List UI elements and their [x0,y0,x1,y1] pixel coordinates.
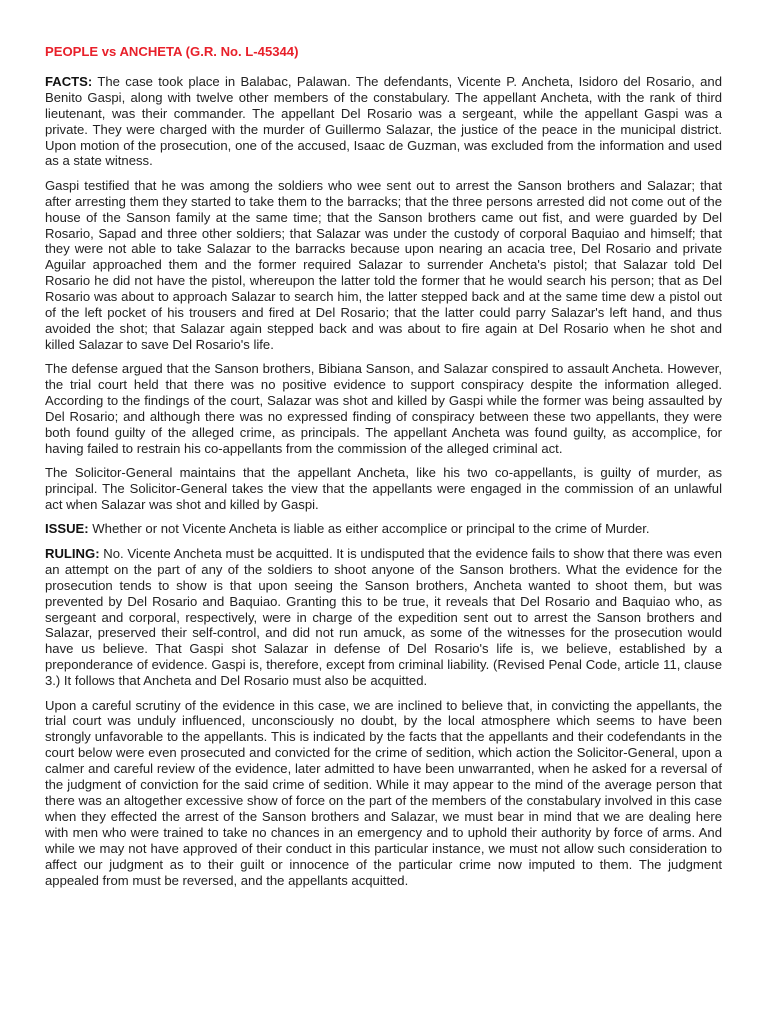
facts-label: FACTS: [45,73,93,89]
ruling-text: No. Vicente Ancheta must be acquitted. It is undisputed that the evidence fails to show that there was even an attempt on the part of any of the soldiers to shoot anyone of the Sanson brothers. What the evidence for the prosecution tends to show is that upon seeing the Sanson brothers, Ancheta wanted to shoot them, but was prevented by Del Rosario and Baquiao. Granting this to be true, it reveals that Del Rosario and Baquiao who, as sergeant and corporal, respectively, were in charge of the expedition sent out to arrest the Sanson brothers and Salazar, preserved their self-control, and did not run amuck, as some of the witnesses for the prosecution would have us believe. That Gaspi shot Salazar in defense of Del Rosario's life is, we believe, established by a preponderance of evidence. Gaspi is, therefore, except from criminal liability. (Revised Penal Code, article 11, clause 3.) It follows that Ancheta and Del Rosario must also be acquitted. [45,545,722,689]
document-page [45,44,722,897]
issue-text: Whether or not Vicente Ancheta is liable as either accomplice or principal to the crime of Murder. [92,521,650,537]
closing-paragraph: Upon a careful scrutiny of the evidence in this case, we are inclined to believe that, in convicting the appellants, the trial court was unduly influenced, unconsciously no doubt, by the local atmosphere which seems to have been strongly unfavorable to the appellants. This is indicated by the facts that the appellants and their codefendants in the court below were even prosecuted and convicted for the crime of sedition, which action the Solicitor-General, upon a calmer and careful review of the evidence, later admitted to have been unwarranted, when he asked for a reversal of the judgment of conviction for the said crime of sedition. While it may appear to the mind of the average person that there was an altogether excessive show of force on the part of the members of the constabulary involved in this case when they effected the arrest of the Sanson brothers and Salazar, we must bear in mind that we are dealing here with men who were trained to take no chances in an emergency and to uphold their authority by force of arms. And while we may not have approved of their conduct in this particular instance, we must not allow such consideration to affect our judgment as to their guilt or innocence of the particular crime now imputed to them. The judgment appealed from must be reversed, and the appellants acquitted. [45,697,722,888]
case-title: PEOPLE vs ANCHETA (G.R. No. L-45344) [45,44,299,59]
facts-text: The case took place in Balabac, Palawan. The defendants, Vicente P. Ancheta, Isidoro del Rosario, and Benito Gaspi, along with twelve other members of the constabulary. The appellant Ancheta, with the rank of third lieutenant, was their commander. The appellant Del Rosario was a sergeant, while the appellant Gaspi was a private. They were charged with the murder of Guillermo Salazar, the justice of the peace in the municipal district. Upon motion of the prosecution, one of the accused, Isaac de Guzman, was excluded from the information and used as a state witness. [45,73,722,169]
ruling-paragraph [45,546,722,689]
issue-label: ISSUE: [45,521,89,537]
issue-paragraph [45,521,722,537]
testimony-paragraph: Gaspi testified that he was among the soldiers who wee sent out to arrest the Sanson brothers and Salazar; that after arresting them they started to take them to the barracks; that the three persons arrested did not come out of the house of the Sanson family at the same time; that the Sanson brothers came out fist, and were guarded by Del Rosario, Sapad and three other soldiers; that Salazar was under the custody of corporal Baquiao and himself; that they were not able to take Salazar to the barracks because upon nearing an acacia tree, Del Rosario and private Aguilar approached them and the former required Salazar to surrender Ancheta's pistol; that Salazar told Del Rosario he did not have the pistol, whereupon the latter told the former that he would search his person; that as Del Rosario was about to approach Salazar to search him, the latter stepped back and at the same time dew a pistol out of the left pocket of his trousers and fired at Del Rosario; that the latter could parry Salazar's left hand, and thus avoided the shot; that Salazar again stepped back and was about to fire again at Del Rosario when he shot and killed Salazar to save Del Rosario's life. [45,177,722,352]
defense-paragraph: The defense argued that the Sanson brothers, Bibiana Sanson, and Salazar conspired to assault Ancheta. However, the trial court held that there was no positive evidence to support conspiracy despite the information alleged. According to the findings of the court, Salazar was shot and killed by Gaspi while the former was being assaulted by Del Rosario; and although there was no expressed finding of conspiracy between these two appellants, they were both found guilty of the alleged crime, as principals. The appellant Ancheta was found guilty, as accomplice, for having failed to restrain his co-appellants from the commission of the alleged criminal act. [45,361,722,456]
solicitor-general-paragraph: The Solicitor-General maintains that the appellant Ancheta, like his two co-appellants, is guilty of murder, as principal. The Solicitor-General takes the view that the appellants were engaged in the commission of an unlawful act when Salazar was shot and killed by Gaspi. [45,465,722,513]
ruling-label: RULING: [45,545,100,561]
facts-paragraph [45,74,722,169]
